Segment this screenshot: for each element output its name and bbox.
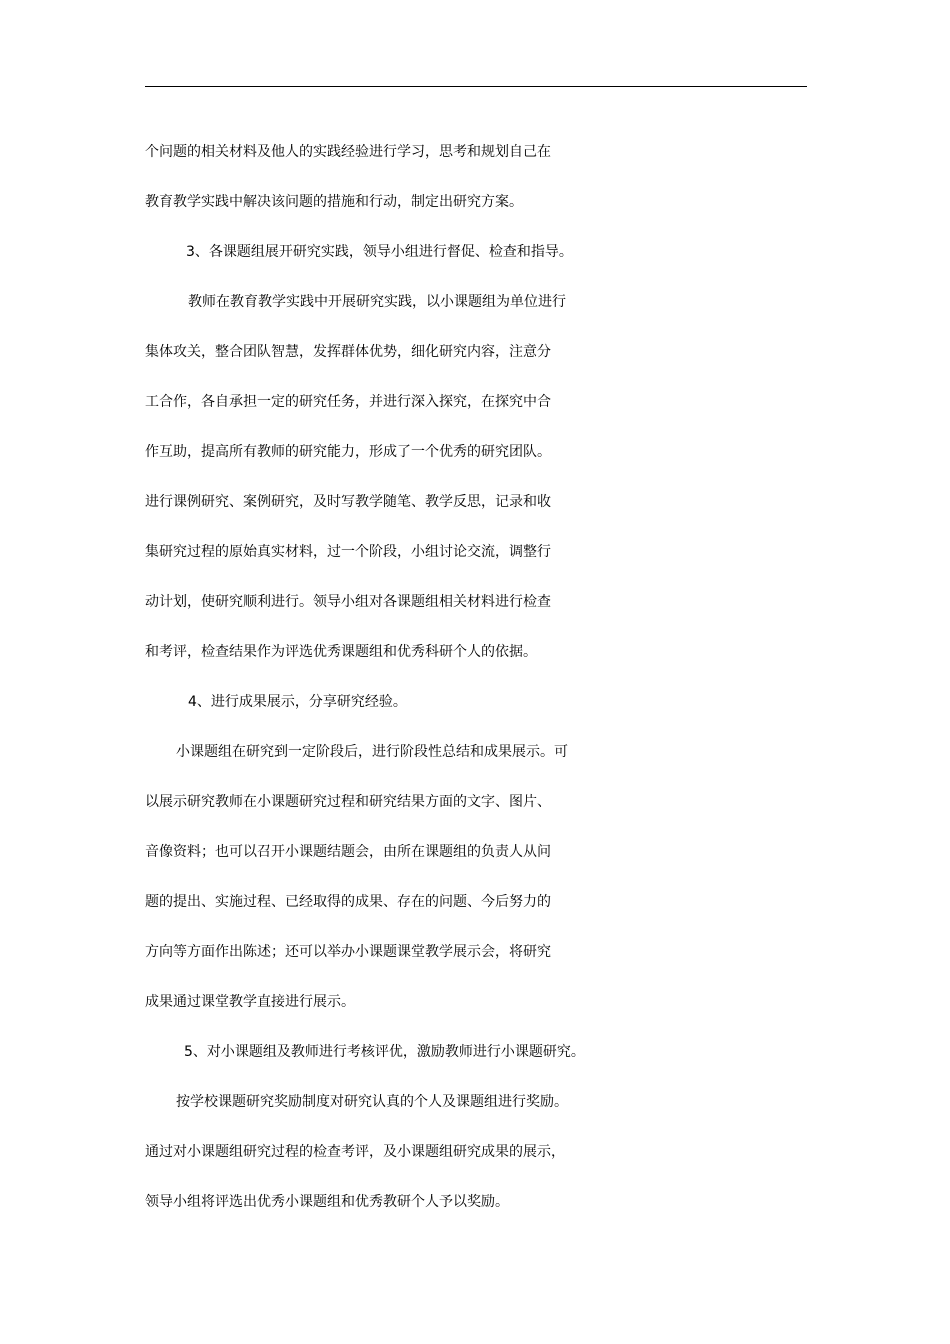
text-line: 题的提出、实施过程、已经取得的成果、存在的问题、今后努力的 [145, 894, 551, 910]
text-line: 和考评，检查结果作为评选优秀课题组和优秀科研个人的依据。 [145, 644, 537, 660]
text-line: 个问题的相关材料及他人的实践经验进行学习，思考和规划自己在 [145, 144, 551, 160]
text-line: 集研究过程的原始真实材料，过一个阶段，小组讨论交流，调整行 [145, 544, 551, 560]
text-line: 动计划，使研究顺利进行。领导小组对各课题组相关材料进行检查 [145, 594, 551, 610]
text-line: 教育教学实践中解决该问题的措施和行动，制定出研究方案。 [145, 194, 523, 210]
section-heading-4: 4、进行成果展示，分享研究经验。 [188, 694, 407, 710]
text-line: 进行课例研究、案例研究，及时写教学随笔、教学反思，记录和收 [145, 494, 551, 510]
text-line: 成果通过课堂教学直接进行展示。 [145, 994, 355, 1010]
paragraph-first-line: 教师在教育教学实践中开展研究实践，以小课题组为单位进行 [188, 294, 566, 310]
section-heading-3: 3、各课题组展开研究实践，领导小组进行督促、检查和指导。 [186, 244, 573, 260]
text-line: 作互助，提高所有教师的研究能力，形成了一个优秀的研究团队。 [145, 444, 551, 460]
text-line: 方向等方面作出陈述；还可以举办小课题课堂教学展示会，将研究 [145, 944, 551, 960]
header-rule [145, 86, 807, 87]
paragraph-first-line: 按学校课题研究奖励制度对研究认真的个人及课题组进行奖励。 [176, 1094, 568, 1110]
paragraph-first-line: 小课题组在研究到一定阶段后，进行阶段性总结和成果展示。可 [176, 744, 568, 760]
text-line: 以展示研究教师在小课题研究过程和研究结果方面的文字、图片、 [145, 794, 551, 810]
section-heading-5: 5、对小课题组及教师进行考核评优，激励教师进行小课题研究。 [184, 1044, 585, 1060]
text-line: 工合作，各自承担一定的研究任务，并进行深入探究，在探究中合 [145, 394, 551, 410]
text-line: 通过对小课题组研究过程的检查考评，及小课题组研究成果的展示， [145, 1144, 565, 1160]
text-line: 集体攻关，整合团队智慧，发挥群体优势，细化研究内容，注意分 [145, 344, 551, 360]
text-line: 领导小组将评选出优秀小课题组和优秀教研个人予以奖励。 [145, 1194, 509, 1210]
text-line: 音像资料；也可以召开小课题结题会，由所在课题组的负责人从问 [145, 844, 551, 860]
